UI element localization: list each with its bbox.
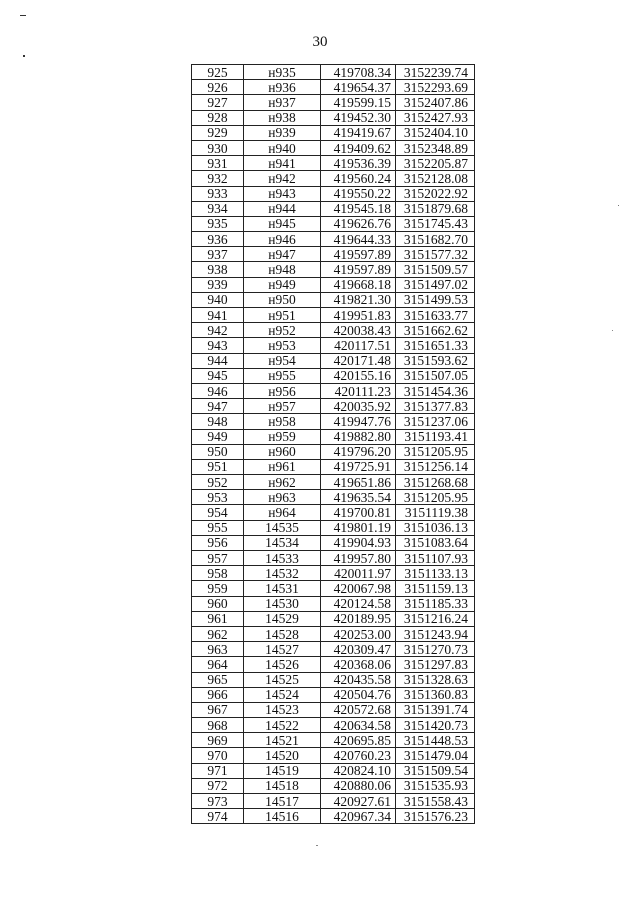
point-number-cell: 962	[192, 626, 244, 641]
coordinates-table-body	[192, 65, 475, 824]
point-number-cell: 959	[192, 581, 244, 596]
y-coordinate-cell: 3151497.02	[396, 277, 475, 292]
table-row	[192, 125, 475, 140]
point-number-cell: 972	[192, 778, 244, 793]
y-coordinate-cell: 3151651.33	[396, 338, 475, 353]
table-row	[192, 626, 475, 641]
scan-speck	[20, 15, 26, 16]
table-row	[192, 80, 475, 95]
y-coordinate-cell: 3151682.70	[396, 232, 475, 247]
point-number-cell: 942	[192, 323, 244, 338]
table-row	[192, 338, 475, 353]
point-number-cell: 957	[192, 551, 244, 566]
scan-speck	[23, 55, 25, 57]
point-id-cell: н942	[244, 171, 321, 186]
point-number-cell: 949	[192, 429, 244, 444]
point-id-cell: н937	[244, 95, 321, 110]
x-coordinate-cell: 419626.76	[321, 216, 396, 231]
y-coordinate-cell: 3152407.86	[396, 95, 475, 110]
y-coordinate-cell: 3151256.14	[396, 459, 475, 474]
x-coordinate-cell: 419957.80	[321, 551, 396, 566]
x-coordinate-cell: 419597.89	[321, 247, 396, 262]
x-coordinate-cell: 419904.93	[321, 535, 396, 550]
y-coordinate-cell: 3151036.13	[396, 520, 475, 535]
y-coordinate-cell: 3152239.74	[396, 65, 475, 80]
point-number-cell: 938	[192, 262, 244, 277]
y-coordinate-cell: 3151237.06	[396, 414, 475, 429]
x-coordinate-cell: 420189.95	[321, 611, 396, 626]
table-row	[192, 95, 475, 110]
table-row	[192, 642, 475, 657]
x-coordinate-cell: 419651.86	[321, 475, 396, 490]
point-id-cell: н940	[244, 140, 321, 155]
y-coordinate-cell: 3152293.69	[396, 80, 475, 95]
table-row	[192, 216, 475, 231]
x-coordinate-cell: 419801.19	[321, 520, 396, 535]
x-coordinate-cell: 419599.15	[321, 95, 396, 110]
table-row	[192, 687, 475, 702]
point-id-cell: н938	[244, 110, 321, 125]
point-id-cell: 14516	[244, 809, 321, 824]
y-coordinate-cell: 3151159.13	[396, 581, 475, 596]
point-number-cell: 966	[192, 687, 244, 702]
x-coordinate-cell: 419654.37	[321, 80, 396, 95]
point-id-cell: н949	[244, 277, 321, 292]
point-number-cell: 953	[192, 490, 244, 505]
table-row	[192, 262, 475, 277]
point-number-cell: 947	[192, 399, 244, 414]
table-row	[192, 520, 475, 535]
x-coordinate-cell: 420011.97	[321, 566, 396, 581]
y-coordinate-cell: 3151633.77	[396, 308, 475, 323]
x-coordinate-cell: 419597.89	[321, 262, 396, 277]
point-number-cell: 950	[192, 444, 244, 459]
point-id-cell: н953	[244, 338, 321, 353]
point-number-cell: 934	[192, 201, 244, 216]
x-coordinate-cell: 420111.23	[321, 383, 396, 398]
y-coordinate-cell: 3151745.43	[396, 216, 475, 231]
point-id-cell: н952	[244, 323, 321, 338]
y-coordinate-cell: 3151205.95	[396, 490, 475, 505]
x-coordinate-cell: 419821.30	[321, 292, 396, 307]
point-number-cell: 964	[192, 657, 244, 672]
x-coordinate-cell: 420695.85	[321, 733, 396, 748]
x-coordinate-cell: 419409.62	[321, 140, 396, 155]
table-row	[192, 459, 475, 474]
table-row	[192, 566, 475, 581]
table-row	[192, 794, 475, 809]
point-number-cell: 971	[192, 763, 244, 778]
point-number-cell: 931	[192, 156, 244, 171]
table-row	[192, 672, 475, 687]
table-row	[192, 535, 475, 550]
point-id-cell: н944	[244, 201, 321, 216]
point-number-cell: 937	[192, 247, 244, 262]
point-id-cell: н956	[244, 383, 321, 398]
point-id-cell: 14518	[244, 778, 321, 793]
table-row	[192, 277, 475, 292]
y-coordinate-cell: 3151448.53	[396, 733, 475, 748]
table-row	[192, 247, 475, 262]
point-id-cell: н954	[244, 353, 321, 368]
y-coordinate-cell: 3151593.62	[396, 353, 475, 368]
table-row	[192, 733, 475, 748]
y-coordinate-cell: 3151391.74	[396, 702, 475, 717]
point-number-cell: 969	[192, 733, 244, 748]
point-number-cell: 956	[192, 535, 244, 550]
point-id-cell: 14523	[244, 702, 321, 717]
x-coordinate-cell: 420124.58	[321, 596, 396, 611]
table-row	[192, 490, 475, 505]
x-coordinate-cell: 420038.43	[321, 323, 396, 338]
point-id-cell: 14521	[244, 733, 321, 748]
x-coordinate-cell: 419560.24	[321, 171, 396, 186]
table-row	[192, 171, 475, 186]
y-coordinate-cell: 3151509.57	[396, 262, 475, 277]
point-number-cell: 951	[192, 459, 244, 474]
point-id-cell: 14527	[244, 642, 321, 657]
x-coordinate-cell: 420967.34	[321, 809, 396, 824]
point-id-cell: н950	[244, 292, 321, 307]
x-coordinate-cell: 420572.68	[321, 702, 396, 717]
point-id-cell: 14522	[244, 718, 321, 733]
x-coordinate-cell: 419708.34	[321, 65, 396, 80]
table-row	[192, 140, 475, 155]
y-coordinate-cell: 3152022.92	[396, 186, 475, 201]
x-coordinate-cell: 419668.18	[321, 277, 396, 292]
table-row	[192, 383, 475, 398]
table-row	[192, 611, 475, 626]
y-coordinate-cell: 3151360.83	[396, 687, 475, 702]
point-number-cell: 927	[192, 95, 244, 110]
point-number-cell: 936	[192, 232, 244, 247]
point-number-cell: 935	[192, 216, 244, 231]
table-row	[192, 763, 475, 778]
x-coordinate-cell: 419951.83	[321, 308, 396, 323]
point-id-cell: 14531	[244, 581, 321, 596]
x-coordinate-cell: 420368.06	[321, 657, 396, 672]
point-id-cell: н957	[244, 399, 321, 414]
table-row	[192, 156, 475, 171]
table-row	[192, 292, 475, 307]
y-coordinate-cell: 3152427.93	[396, 110, 475, 125]
point-id-cell: 14529	[244, 611, 321, 626]
y-coordinate-cell: 3151577.32	[396, 247, 475, 262]
point-number-cell: 961	[192, 611, 244, 626]
point-number-cell: 932	[192, 171, 244, 186]
point-number-cell: 945	[192, 368, 244, 383]
table-row	[192, 505, 475, 520]
point-id-cell: 14534	[244, 535, 321, 550]
table-row	[192, 399, 475, 414]
table-row	[192, 551, 475, 566]
point-id-cell: н939	[244, 125, 321, 140]
y-coordinate-cell: 3151243.94	[396, 626, 475, 641]
point-id-cell: н941	[244, 156, 321, 171]
point-id-cell: 14524	[244, 687, 321, 702]
point-number-cell: 940	[192, 292, 244, 307]
table-row	[192, 748, 475, 763]
x-coordinate-cell: 419882.80	[321, 429, 396, 444]
point-id-cell: н936	[244, 80, 321, 95]
table-row	[192, 475, 475, 490]
scan-speck	[316, 845, 318, 846]
point-number-cell: 941	[192, 308, 244, 323]
x-coordinate-cell: 420155.16	[321, 368, 396, 383]
point-id-cell: н959	[244, 429, 321, 444]
x-coordinate-cell: 420253.00	[321, 626, 396, 641]
table-row	[192, 429, 475, 444]
y-coordinate-cell: 3151297.83	[396, 657, 475, 672]
point-number-cell: 943	[192, 338, 244, 353]
point-number-cell: 944	[192, 353, 244, 368]
y-coordinate-cell: 3152205.87	[396, 156, 475, 171]
x-coordinate-cell: 419644.33	[321, 232, 396, 247]
x-coordinate-cell: 420309.47	[321, 642, 396, 657]
point-number-cell: 960	[192, 596, 244, 611]
x-coordinate-cell: 419796.20	[321, 444, 396, 459]
x-coordinate-cell: 420760.23	[321, 748, 396, 763]
x-coordinate-cell: 419550.22	[321, 186, 396, 201]
table-row	[192, 718, 475, 733]
y-coordinate-cell: 3151185.33	[396, 596, 475, 611]
table-row	[192, 596, 475, 611]
y-coordinate-cell: 3152348.89	[396, 140, 475, 155]
table-row	[192, 657, 475, 672]
point-number-cell: 955	[192, 520, 244, 535]
y-coordinate-cell: 3151509.54	[396, 763, 475, 778]
x-coordinate-cell: 420035.92	[321, 399, 396, 414]
table-row	[192, 308, 475, 323]
y-coordinate-cell: 3152128.08	[396, 171, 475, 186]
point-id-cell: 14525	[244, 672, 321, 687]
point-id-cell: н962	[244, 475, 321, 490]
y-coordinate-cell: 3151499.53	[396, 292, 475, 307]
point-id-cell: н961	[244, 459, 321, 474]
y-coordinate-cell: 3151083.64	[396, 535, 475, 550]
y-coordinate-cell: 3151507.05	[396, 368, 475, 383]
point-id-cell: н964	[244, 505, 321, 520]
point-number-cell: 926	[192, 80, 244, 95]
point-number-cell: 963	[192, 642, 244, 657]
point-id-cell: 14533	[244, 551, 321, 566]
point-number-cell: 928	[192, 110, 244, 125]
x-coordinate-cell: 419545.18	[321, 201, 396, 216]
y-coordinate-cell: 3151216.24	[396, 611, 475, 626]
x-coordinate-cell: 419635.54	[321, 490, 396, 505]
table-row	[192, 414, 475, 429]
point-number-cell: 967	[192, 702, 244, 717]
y-coordinate-cell: 3151879.68	[396, 201, 475, 216]
x-coordinate-cell: 420067.98	[321, 581, 396, 596]
table-row	[192, 65, 475, 80]
point-id-cell: н963	[244, 490, 321, 505]
point-number-cell: 948	[192, 414, 244, 429]
point-number-cell: 973	[192, 794, 244, 809]
table-row	[192, 201, 475, 216]
point-id-cell: 14519	[244, 763, 321, 778]
point-number-cell: 929	[192, 125, 244, 140]
table-row	[192, 809, 475, 824]
table-row	[192, 702, 475, 717]
point-id-cell: н960	[244, 444, 321, 459]
x-coordinate-cell: 420824.10	[321, 763, 396, 778]
y-coordinate-cell: 3151270.73	[396, 642, 475, 657]
table-row	[192, 232, 475, 247]
y-coordinate-cell: 3151454.36	[396, 383, 475, 398]
point-number-cell: 946	[192, 383, 244, 398]
y-coordinate-cell: 3151193.41	[396, 429, 475, 444]
x-coordinate-cell: 420880.06	[321, 778, 396, 793]
table-row	[192, 444, 475, 459]
point-id-cell: н948	[244, 262, 321, 277]
point-number-cell: 970	[192, 748, 244, 763]
point-id-cell: 14520	[244, 748, 321, 763]
point-id-cell: н958	[244, 414, 321, 429]
table-row	[192, 110, 475, 125]
x-coordinate-cell: 420171.48	[321, 353, 396, 368]
point-id-cell: н951	[244, 308, 321, 323]
point-id-cell: н947	[244, 247, 321, 262]
point-id-cell: н943	[244, 186, 321, 201]
x-coordinate-cell: 419725.91	[321, 459, 396, 474]
x-coordinate-cell: 419419.67	[321, 125, 396, 140]
x-coordinate-cell: 420435.58	[321, 672, 396, 687]
table-row	[192, 778, 475, 793]
point-number-cell: 933	[192, 186, 244, 201]
point-number-cell: 925	[192, 65, 244, 80]
point-id-cell: н955	[244, 368, 321, 383]
scan-speck	[612, 330, 613, 331]
point-id-cell: 14517	[244, 794, 321, 809]
x-coordinate-cell: 420927.61	[321, 794, 396, 809]
y-coordinate-cell: 3151479.04	[396, 748, 475, 763]
y-coordinate-cell: 3151328.63	[396, 672, 475, 687]
y-coordinate-cell: 3151576.23	[396, 809, 475, 824]
y-coordinate-cell: 3151662.62	[396, 323, 475, 338]
x-coordinate-cell: 420117.51	[321, 338, 396, 353]
page-number: 30	[312, 34, 328, 50]
y-coordinate-cell: 3151420.73	[396, 718, 475, 733]
table-row	[192, 186, 475, 201]
point-number-cell: 965	[192, 672, 244, 687]
x-coordinate-cell: 419536.39	[321, 156, 396, 171]
x-coordinate-cell: 419452.30	[321, 110, 396, 125]
point-number-cell: 930	[192, 140, 244, 155]
x-coordinate-cell: 419700.81	[321, 505, 396, 520]
y-coordinate-cell: 3151535.93	[396, 778, 475, 793]
table-row	[192, 368, 475, 383]
point-id-cell: 14532	[244, 566, 321, 581]
point-number-cell: 939	[192, 277, 244, 292]
table-row	[192, 323, 475, 338]
y-coordinate-cell: 3151107.93	[396, 551, 475, 566]
point-number-cell: 952	[192, 475, 244, 490]
x-coordinate-cell: 420504.76	[321, 687, 396, 702]
x-coordinate-cell: 420634.58	[321, 718, 396, 733]
point-id-cell: 14526	[244, 657, 321, 672]
y-coordinate-cell: 3151205.95	[396, 444, 475, 459]
point-id-cell: 14528	[244, 626, 321, 641]
y-coordinate-cell: 3151119.38	[396, 505, 475, 520]
table-row	[192, 581, 475, 596]
point-number-cell: 974	[192, 809, 244, 824]
point-number-cell: 954	[192, 505, 244, 520]
y-coordinate-cell: 3151268.68	[396, 475, 475, 490]
scan-speck	[618, 205, 619, 206]
point-id-cell: н946	[244, 232, 321, 247]
y-coordinate-cell: 3151377.83	[396, 399, 475, 414]
point-number-cell: 968	[192, 718, 244, 733]
point-id-cell: н945	[244, 216, 321, 231]
point-id-cell: 14530	[244, 596, 321, 611]
table-row	[192, 353, 475, 368]
x-coordinate-cell: 419947.76	[321, 414, 396, 429]
y-coordinate-cell: 3151133.13	[396, 566, 475, 581]
coordinates-table	[191, 64, 475, 824]
point-number-cell: 958	[192, 566, 244, 581]
y-coordinate-cell: 3151558.43	[396, 794, 475, 809]
point-id-cell: 14535	[244, 520, 321, 535]
point-id-cell: н935	[244, 65, 321, 80]
y-coordinate-cell: 3152404.10	[396, 125, 475, 140]
